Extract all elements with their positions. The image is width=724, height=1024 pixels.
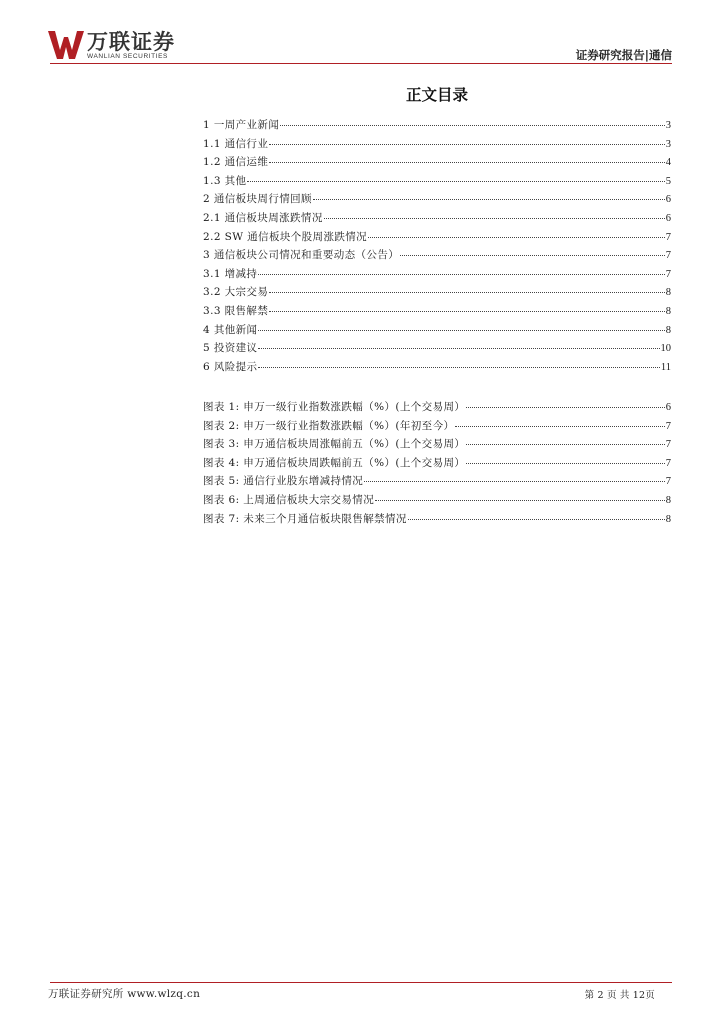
dot-leader — [258, 336, 659, 349]
toc-entry-label: 6 风险提示 — [203, 360, 258, 373]
dot-leader — [375, 488, 665, 501]
dot-leader — [466, 451, 664, 464]
toc-entry-page: 3 — [665, 138, 671, 150]
figure-entry-page: 7 — [665, 457, 671, 469]
logo-chinese-name: 万联证券 — [87, 30, 175, 54]
toc-title: 正文目录 — [405, 86, 468, 104]
figure-entry-page: 8 — [665, 494, 671, 506]
dot-leader — [269, 299, 665, 312]
toc-entry-label: 1.3 其他 — [203, 174, 247, 187]
toc-entry-label: 1.1 通信行业 — [203, 137, 269, 150]
toc-entry-label: 3.3 限售解禁 — [203, 304, 269, 317]
dot-leader — [466, 432, 664, 445]
figure-entry-label: 图表 4: 申万通信板块周跌幅前五（%）(上个交易周） — [203, 456, 466, 469]
logo-english-name: WANLIAN SECURITIES — [87, 53, 168, 60]
toc-entry-page: 8 — [665, 305, 671, 317]
figure-entry[interactable] — [203, 509, 671, 528]
toc-entry[interactable] — [203, 357, 671, 376]
dot-leader — [280, 113, 665, 126]
report-type-label: 证券研究报告|通信 — [575, 48, 672, 62]
figure-entry-label: 图表 7: 未来三个月通信板块限售解禁情况 — [203, 512, 407, 525]
toc-entry-label: 2.2 SW 通信板块个股周涨跌情况 — [203, 230, 368, 243]
figure-entry-label: 图表 1: 申万一级行业指数涨跌幅（%）(上个交易周） — [203, 401, 466, 413]
dot-leader — [408, 507, 665, 520]
dot-leader — [364, 469, 665, 482]
toc-entry-label: 1 一周产业新闻 — [203, 119, 280, 131]
footer-page-number: 第 2 页 共 12页 — [584, 990, 655, 1001]
footer-divider — [50, 982, 672, 983]
toc-entry-page: 8 — [665, 324, 671, 336]
footer-institute: 万联证券研究所 www.wlzq.cn — [48, 988, 201, 1000]
toc-entry-page: 4 — [665, 157, 671, 169]
dot-leader — [247, 169, 664, 182]
page-header — [0, 0, 724, 66]
wanlian-logo-icon — [48, 30, 84, 60]
toc-entry-label: 3.1 增减持 — [203, 267, 258, 280]
toc-section-list — [203, 115, 671, 375]
company-logo — [48, 30, 175, 61]
figure-entry-page: 7 — [665, 439, 671, 451]
dot-leader — [269, 280, 665, 293]
toc-entry-label: 3 通信板块公司情况和重要动态（公告） — [203, 249, 400, 262]
dot-leader — [258, 262, 664, 275]
toc-entry-page: 3 — [665, 120, 671, 131]
dot-leader — [368, 225, 665, 238]
figure-entry-page: 8 — [665, 513, 671, 525]
figure-entry-page: 6 — [665, 402, 671, 413]
figure-entry-label: 图表 2: 申万一级行业指数涨跌幅（%）(年初至今） — [203, 419, 455, 432]
toc-entry-label: 2.1 通信板块周涨跌情况 — [203, 211, 323, 224]
toc-entry-page: 6 — [665, 194, 671, 206]
toc-entry-label: 5 投资建议 — [203, 342, 258, 355]
dot-leader — [455, 414, 664, 427]
figure-entry-page: 7 — [665, 420, 671, 432]
figure-entry-page: 7 — [665, 476, 671, 488]
dot-leader — [258, 355, 659, 368]
figure-entry-label: 图表 6: 上周通信板块大宗交易情况 — [203, 493, 375, 506]
toc-entry-page: 7 — [665, 231, 671, 243]
figure-entry-label: 图表 3: 申万通信板块周涨幅前五（%）(上个交易周） — [203, 438, 466, 451]
toc-figure-list — [203, 397, 671, 527]
toc-entry-label: 4 其他新闻 — [203, 323, 258, 336]
toc-entry-page: 7 — [665, 268, 671, 280]
dot-leader — [258, 318, 664, 331]
dot-leader — [400, 243, 665, 256]
toc-entry-page: 5 — [665, 175, 671, 187]
figure-entry-label: 图表 5: 通信行业股东增减持情况 — [203, 475, 364, 488]
dot-leader — [324, 206, 665, 219]
toc-entry-label: 1.2 通信运维 — [203, 156, 269, 169]
toc-entry-label: 3.2 大宗交易 — [203, 286, 269, 299]
toc-entry-page: 8 — [665, 287, 671, 299]
header-divider — [50, 63, 672, 64]
toc-entry-page: 7 — [665, 250, 671, 262]
dot-leader — [466, 395, 664, 408]
toc-entry-page: 11 — [660, 361, 671, 373]
toc-entry-page: 6 — [665, 212, 671, 224]
toc-entry-page: 10 — [660, 343, 671, 355]
dot-leader — [269, 150, 665, 163]
dot-leader — [269, 132, 665, 145]
toc-entry-label: 2 通信板块周行情回顾 — [203, 193, 312, 206]
dot-leader — [313, 187, 665, 200]
